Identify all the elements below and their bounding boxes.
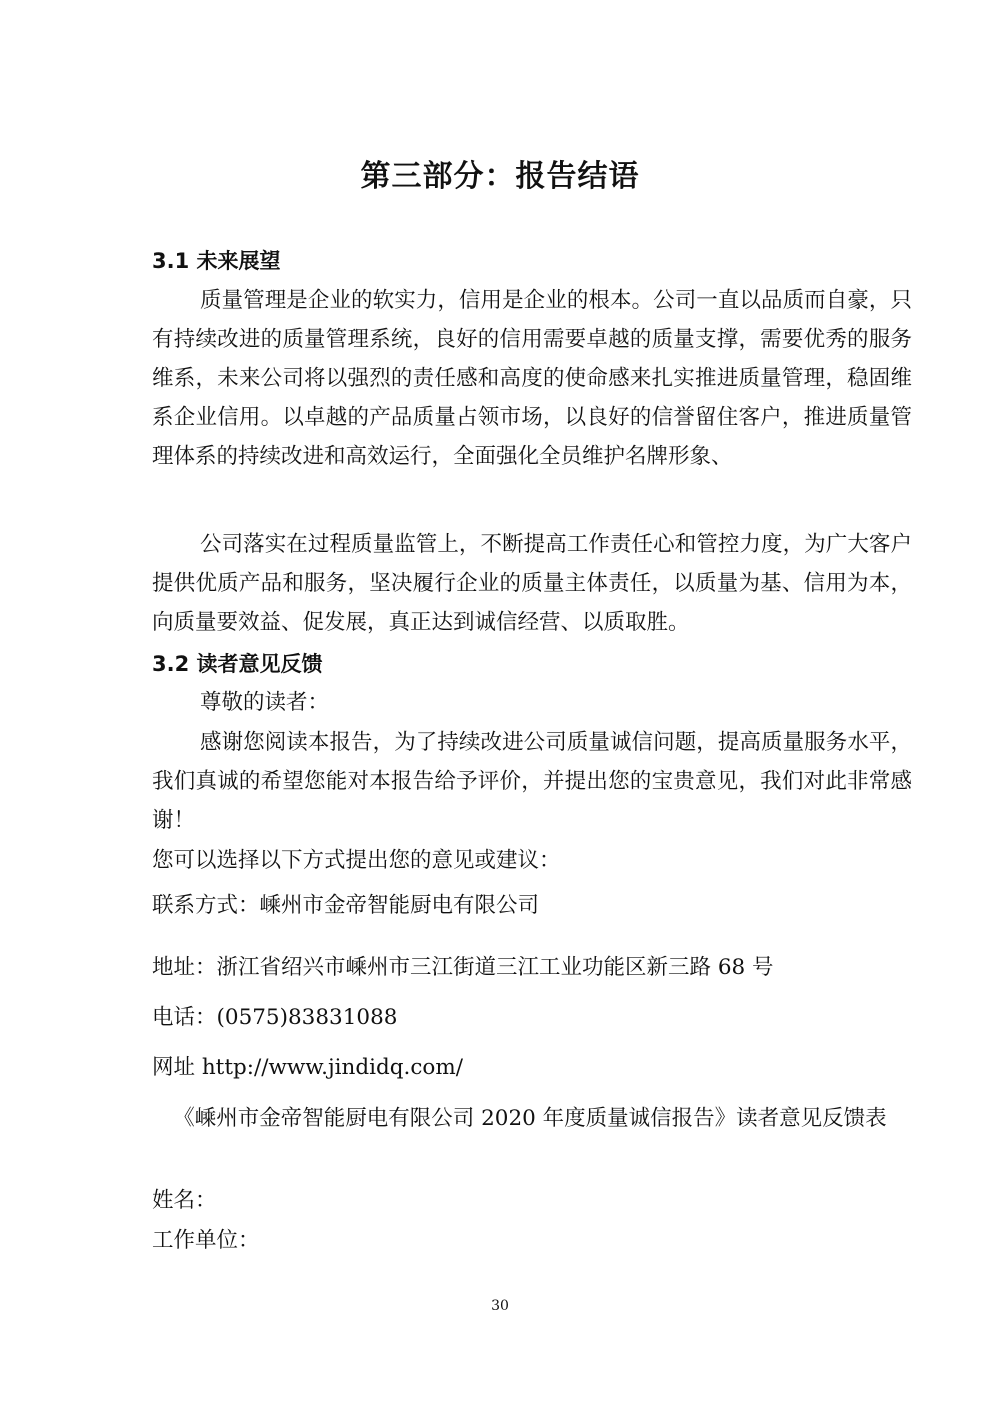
page-title: 第三部分：报告结语 <box>360 159 640 194</box>
contact-address: 地址：浙江省绍兴市嵊州市三江街道三江工业功能区新三路 68 号 <box>152 955 774 980</box>
contact-company: 联系方式：嵊州市金帝智能厨电有限公司 <box>152 893 540 918</box>
form-field-work-unit-label: 工作单位： <box>152 1228 260 1253</box>
contact-website: 网址 http://www.jindidq.com/ <box>152 1055 463 1080</box>
future-outlook-paragraph-1: 质量管理是企业的软实力，信用是企业的根本。公司一直以品质而自豪，只有持续改进的质量管理系统，良好的信用需要卓越的质量支撑，需要优秀的服务维系，未来公司将以强烈的责任感和高度的使命感来扎实推进质量管理，稳固维系企业信用。以卓越的产品质量占领市场，以良好的信誉留住客户，推进质量管理体系的持续改进和高效运行，全面强化全员维护名牌形象、 <box>152 288 912 469</box>
contact-phone: 电话：(0575)83831088 <box>152 1005 398 1030</box>
section-heading-reader-feedback: 3.2 读者意见反馈 <box>152 652 323 676</box>
feedback-methods-intro: 您可以选择以下方式提出您的意见或建议： <box>152 848 561 873</box>
section-heading-future-outlook: 3.1 未来展望 <box>152 249 281 273</box>
page-number: 30 <box>491 1298 509 1314</box>
form-field-name-label: 姓名： <box>152 1188 217 1213</box>
future-outlook-paragraph-2: 公司落实在过程质量监管上，不断提高工作责任心和管控力度，为广大客户提供优质产品和服务，坚决履行企业的质量主体责任，以质量为基、信用为本，向质量要效益、促发展，真正达到诚信经营、以质取胜。 <box>152 532 912 635</box>
feedback-salutation: 尊敬的读者： <box>200 690 330 715</box>
feedback-form-title: 《嵊州市金帝智能厨电有限公司 2020 年度质量诚信报告》读者意见反馈表 <box>173 1106 887 1131</box>
feedback-paragraph: 感谢您阅读本报告，为了持续改进公司质量诚信问题，提高质量服务水平，我们真诚的希望您能对本报告给予评价，并提出您的宝贵意见，我们对此非常感谢！ <box>152 730 912 833</box>
